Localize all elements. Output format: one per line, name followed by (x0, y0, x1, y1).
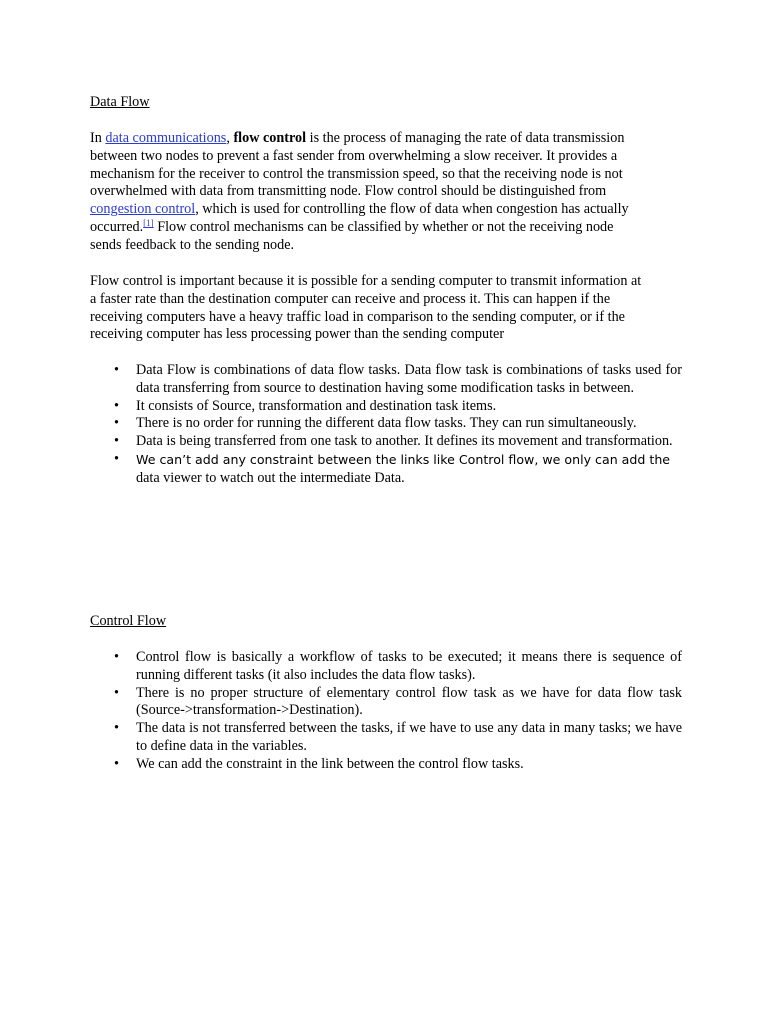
bullet-marker: • (114, 720, 119, 737)
list-item: • It consists of Source, transformation and destination task items. (114, 397, 497, 414)
bullet-marker: • (114, 649, 119, 665)
data-flow-bullet-list (90, 362, 682, 488)
list-item: • There is no proper structure of elementary control flow task as we have for data flow task (Source->transformation->Destination). (114, 684, 682, 719)
bullet-marker: • (114, 450, 119, 467)
list-item: • We can’t add any constraint between the links like Control flow, we only can add the data viewer to watch out the intermediate Data. (114, 450, 671, 486)
bullet-marker: • (114, 433, 119, 450)
list-item: • There is no order for running the different data flow tasks. They can run simultaneously. (114, 415, 637, 432)
list-item: • Control flow is basically a workflow of tasks to be executed; it means there is sequence of running different tasks (it also includes the data flow tasks). (114, 649, 682, 683)
data-flow-paragraph-2: Flow control is important because it is possible for a sending computer to transmit information at a faster rate than the destination computer can receive and process it. This can happen if the receiving computers have a heavy traffic load in comparison to the sending computer, or if the receiving computer has less processing power than the sending computer (90, 273, 642, 343)
bullet-marker: • (114, 415, 119, 432)
bullet-marker: • (114, 397, 119, 414)
bullet-marker: • (114, 362, 119, 378)
list-item: • The data is not transferred between the tasks, if we have to use any data in many tasks; we have to define data in the variables. (114, 720, 682, 754)
control-flow-heading: Control Flow (90, 613, 167, 629)
data-flow-paragraph-1: In data communications, flow control is the process of managing the rate of data transmission between two nodes to prevent a fast sender from overwhelming a slow receiver. It provides a mechanism for the receiver to control the transmission speed, so that the receiving node is not overwhelmed with data from transmitting node. Flow control should be distinguished from congestion control, which is used for controlling the flow of data when congestion has actually occurred.[1] Flow control mechanisms can be classified by whether or not the receiving node sends feedback to the sending node. (90, 130, 629, 253)
list-item: • Data is being transferred from one task to another. It defines its movement and transformation. (114, 433, 673, 450)
bullet-marker: • (114, 755, 119, 772)
bullet-marker: • (114, 684, 119, 701)
citation-link[interactable]: [1] (143, 217, 154, 228)
data-communications-link[interactable]: data communications (105, 130, 227, 146)
data-flow-heading: Data Flow (90, 94, 150, 110)
congestion-control-link[interactable]: congestion control (90, 201, 196, 218)
control-flow-bullet-list (90, 649, 682, 774)
list-item: • Data Flow is combinations of data flow tasks. Data flow task is combinations of tasks used for data transferring from source to destination having some modification tasks in between. (114, 362, 682, 396)
flow-control-term: flow control (233, 130, 307, 146)
list-item: • We can add the constraint in the link between the control flow tasks. (114, 755, 524, 772)
